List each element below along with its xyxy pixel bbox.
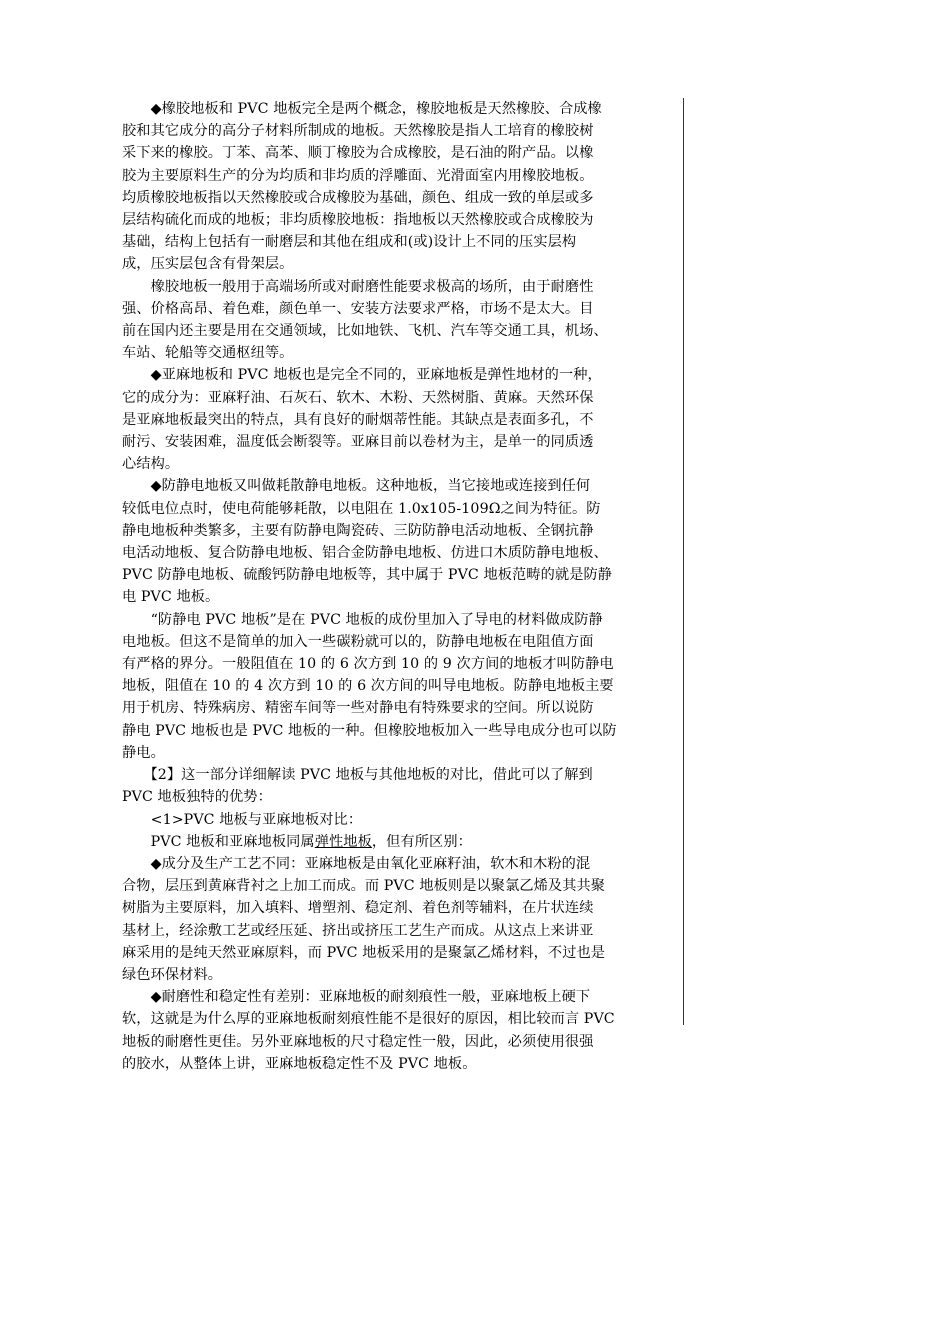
text-line: 软，这就是为什么厚的亚麻地板耐刻痕性能不是很好的原因，相比较而言 PVC (122, 1011, 615, 1028)
text-line: 有严格的界分。一般阻值在 10 的 6 次方到 10 的 9 次方间的地板才叫防静电 (122, 656, 614, 673)
elastic-floor-link[interactable]: 弹性地板 (314, 833, 372, 850)
text-line: 静电地板种类繁多，主要有防静电陶瓷砖、三防防静电活动地板、全钢抗静 (122, 522, 594, 539)
text-line: 电活动地板、复合防静电地板、铝合金防静电地板、仿进口木质防静电地板、 (122, 545, 608, 562)
text-line: 地板的耐磨性更佳。另外亚麻地板的尺寸稳定性一般，因此，必须使用很强 (122, 1033, 594, 1050)
paragraph-wear-resistance (122, 986, 682, 1075)
text-line: ◆橡胶地板和 PVC 地板完全是两个概念，橡胶地板是天然橡胶、合成橡 (122, 101, 602, 117)
text-line: 成，压实层包含有骨架层。 (122, 256, 294, 273)
text-line: 车站、轮船等交通枢纽等。 (122, 345, 294, 362)
paragraph-rubber-floor (122, 98, 682, 276)
margin-rule (683, 98, 684, 1025)
text-line: 树脂为主要原料，加入填料、增塑剂、稳定剂、着色剂等辅料，在片状连续 (122, 900, 594, 917)
text-line: 合物，层压到黄麻背衬之上加工而成。而 PVC 地板则是以聚氯乙烯及其共聚 (122, 878, 606, 895)
text-line: 采下来的橡胶。丁苯、高苯、顺丁橡胶为合成橡胶，是石油的附产品。以橡 (122, 145, 594, 162)
text-line: ◆防静电地板又叫做耗散静电地板。这种地板，当它接地或连接到任何 (122, 478, 591, 495)
text-line: 橡胶地板一般用于高端场所或对耐磨性能要求极高的场所，由于耐磨性 (122, 278, 594, 295)
text-line: 电 PVC 地板。 (122, 589, 220, 606)
text-line: ◆亚麻地板和 PVC 地板也是完全不同的，亚麻地板是弹性地材的一种， (122, 367, 602, 384)
text-line: “防静电 PVC 地板”是在 PVC 地板的成份里加入了导电的材料做成防静 (122, 611, 603, 628)
text-line: 地板，阻值在 10 的 4 次方到 10 的 6 次方间的叫导电地板。防静电地板主要 (122, 678, 614, 695)
text-line: 电地板。但这不是简单的加入一些碳粉就可以的，防静电地板在电阻值方面 (122, 633, 594, 650)
text-line: 基础，结构上包括有一耐磨层和其他在组成和(或)设计上不同的压实层构 (122, 234, 577, 251)
text-line: 【2】这一部分详细解读 PVC 地板与其他地板的对比，借此可以了解到 (122, 767, 593, 784)
text-line: 胶为主要原料生产的分为均质和非均质的浮雕面、光滑面室内用橡胶地板。 (122, 167, 594, 184)
text-line: 强、价格高昂、着色难，颜色单一、安装方法要求严格，市场不是太大。目 (122, 300, 594, 317)
text-line: 用于机房、特殊病房、精密车间等一些对静电有特殊要求的空间。所以说防 (122, 700, 594, 717)
paragraph-rubber-usage (122, 276, 682, 365)
text-line: PVC 地板独特的优势： (122, 789, 272, 806)
text-line: 它的成分为：亚麻籽油、石灰石、软木、木粉、天然树脂、黄麻。天然环保 (122, 389, 594, 406)
text-line: 前在国内还主要是用在交通领域，比如地铁、飞机、汽车等交通工具，机场、 (122, 323, 608, 340)
text-line: 耐污、安装困难，温度低会断裂等。亚麻目前以卷材为主，是单一的同质透 (122, 434, 594, 451)
text-line: 的胶水，从整体上讲，亚麻地板稳定性不及 PVC 地板。 (122, 1055, 477, 1072)
paragraph-section-2-intro (122, 764, 682, 808)
text-line: 心结构。 (122, 456, 180, 473)
paragraph-antistatic-pvc (122, 609, 682, 764)
text-line: ◆耐磨性和稳定性有差别：亚麻地板的耐刻痕性一般，亚麻地板上硬下 (122, 989, 591, 1006)
text-line: <1>PVC 地板与亚麻地板对比： (122, 811, 363, 828)
paragraph-elastic-floor (122, 831, 682, 853)
text-segment: PVC 地板和亚麻地板同属 (122, 833, 315, 850)
text-line: 均质橡胶地板指以天然橡胶或合成橡胶为基础，颜色、组成一致的单层或多 (122, 189, 594, 206)
paragraph-composition (122, 853, 682, 986)
text-line (122, 831, 682, 853)
text-line: PVC 防静电地板、硫酸钙防静电地板等，其中属于 PVC 地板范畴的就是防静 (122, 567, 613, 584)
text-line: 是亚麻地板最突出的特点，具有良好的耐烟蒂性能。其缺点是表面多孔，不 (122, 411, 594, 428)
document-body (122, 98, 682, 1075)
text-line: 胶和其它成分的高分子材料所制成的地板。天然橡胶是指人工培育的橡胶树 (122, 123, 594, 140)
paragraph-antistatic (122, 475, 682, 608)
text-line: 静电 PVC 地板也是 PVC 地板的一种。但橡胶地板加入一些导电成分也可以防 (122, 722, 617, 739)
text-line: 较低电位点时，使电荷能够耗散，以电阻在 1.0x105-109Ω之间为特征。防 (122, 500, 601, 517)
text-segment: ，但有所区别： (371, 833, 472, 850)
text-line: ◆成分及生产工艺不同：亚麻地板是由氧化亚麻籽油，软木和木粉的混 (122, 855, 591, 872)
paragraph-linoleum (122, 364, 682, 475)
text-line: 静电。 (122, 744, 165, 761)
text-line: 麻采用的是纯天然亚麻原料，而 PVC 地板采用的是聚氯乙烯材料，不过也是 (122, 944, 606, 961)
text-line: 层结构硫化而成的地板；非均质橡胶地板：指地板以天然橡胶或合成橡胶为 (122, 212, 594, 229)
text-line: 绿色环保材料。 (122, 966, 223, 983)
paragraph-subheading-pvc-vs-linoleum (122, 809, 682, 831)
text-line: 基材上，经涂敷工艺或经压延、挤出或挤压工艺生产而成。从这点上来讲亚 (122, 922, 594, 939)
